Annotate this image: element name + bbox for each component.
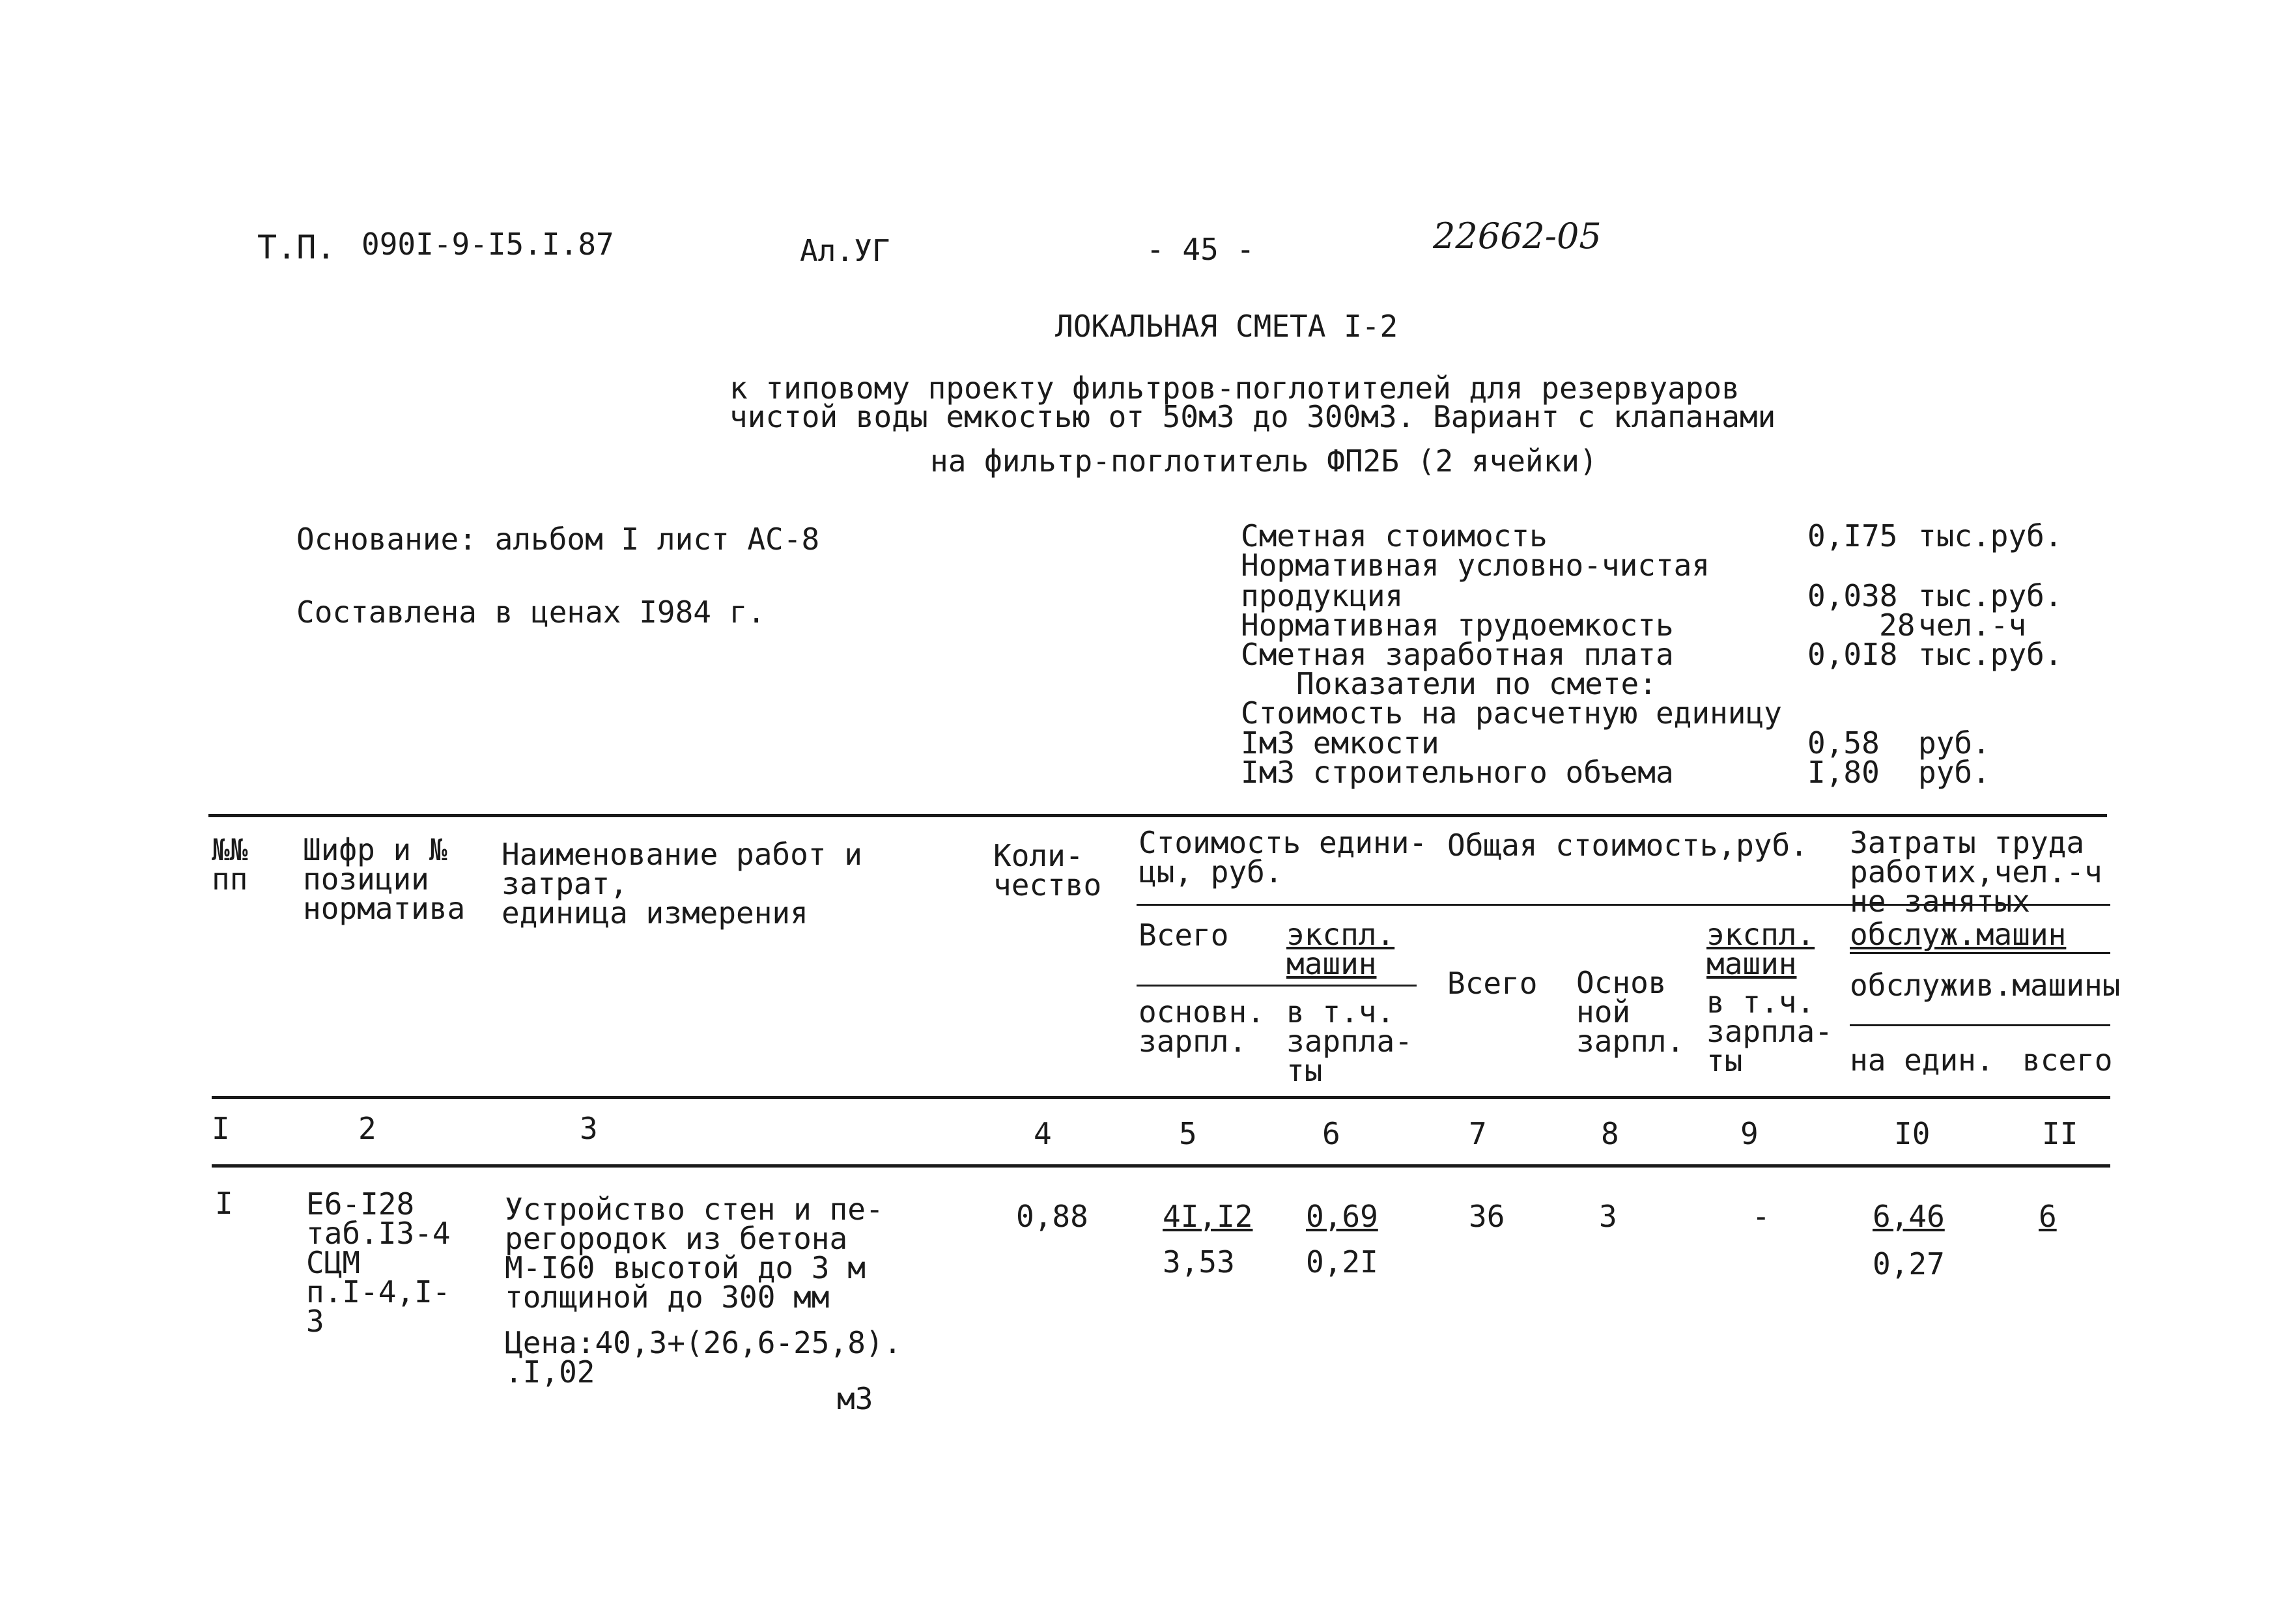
basis-prices: Составлена в ценах I984 г.: [296, 595, 766, 630]
summary-cost-label: Сметная стоимость: [1241, 518, 1548, 553]
row-unit-total: 4I,I2: [1163, 1199, 1253, 1234]
header-na-edin: на един.: [1850, 1043, 1994, 1078]
table-header-rule-4: [1850, 1024, 2110, 1026]
document-title: ЛОКАЛЬНАЯ СМЕТА I-2: [1055, 309, 1398, 344]
page-number: - 45 -: [1146, 232, 1255, 267]
summary-product-label-1: Нормативная условно-чистая: [1241, 548, 1710, 583]
row-name: Устройство стен и пе- регородок из бетона М-I60 высотой до 3 м толщиной до 300 мм: [505, 1192, 884, 1315]
column-number: I: [212, 1111, 230, 1146]
tp-label: Т.П.: [257, 229, 336, 266]
header-col4: Коли- чество: [993, 838, 1102, 903]
header-vtch-2: в т.ч. зарпла- ты: [1706, 985, 1833, 1078]
summary-product-unit: тыс.руб.: [1918, 578, 2063, 613]
table-colnum-bottom-rule: [212, 1164, 2110, 1168]
row-price-formula: Цена:40,3+(26,6-25,8). .I,02: [505, 1325, 902, 1390]
row-unit-machine-wage: 0,2I: [1306, 1244, 1378, 1280]
header-vsego-3: всего: [2022, 1043, 2113, 1078]
summary-wage-value: 0,0I8: [1807, 637, 1898, 672]
header-vsego-1: Всего: [1139, 917, 1229, 953]
handwritten-number: 22662-05: [1433, 216, 1602, 257]
summary-volume-label: Iм3 строительного объема: [1241, 755, 1674, 790]
summary-labor-unit: чел.-ч: [1918, 608, 2027, 643]
summary-labor-value: 28: [1879, 608, 1916, 643]
table-header-rule-2: [1850, 952, 2110, 954]
subtitle-line-3: на фильтр-поглотитель ФП2Б (2 ячейки): [930, 443, 1598, 479]
summary-product-value: 0,038: [1807, 578, 1898, 613]
table-top-rule: [208, 814, 2107, 817]
album-code: Ал.УГ: [800, 233, 890, 268]
summary-capacity-unit: руб.: [1918, 725, 1990, 761]
summary-wage-unit: тыс.руб.: [1918, 637, 2063, 672]
basis-foundation: Основание: альбом I лист АС-8: [296, 522, 820, 557]
row-unit-machine: 0,69: [1306, 1199, 1378, 1234]
row-quantity: 0,88: [1016, 1199, 1088, 1234]
header-labor-sub: обслуж.машин: [1850, 917, 2067, 952]
column-number: 5: [1179, 1116, 1197, 1151]
header-vsego-2: Всего: [1447, 966, 1538, 1001]
column-number: 8: [1601, 1116, 1619, 1151]
row-num: I: [215, 1186, 233, 1221]
column-number: 6: [1322, 1116, 1340, 1151]
header-total-cost: Общая стоимость,руб.: [1447, 828, 1808, 863]
tp-code: 090I-9-I5.I.87: [361, 227, 614, 262]
column-number: 7: [1469, 1116, 1487, 1151]
column-number: 3: [580, 1111, 598, 1146]
subtitle-line-2: чистой воды емкостью от 50м3 до 300м3. Вариант с клапанами: [729, 399, 1776, 434]
table-header-bottom-rule: [212, 1096, 2110, 1099]
subtitle-line-1: к типовому проекту фильтров-поглотителей для резервуаров: [729, 371, 1740, 406]
summary-labor-label: Нормативная трудоемкость: [1241, 608, 1674, 643]
summary-cost-unit: тыс.руб.: [1918, 518, 2063, 553]
summary-volume-value: I,80: [1807, 755, 1880, 790]
row-total-machine-wage: -: [1752, 1199, 1770, 1234]
header-obsluzh: обслужив.машины: [1850, 968, 2121, 1003]
header-vtch-1: в т.ч. зарпла- ты: [1286, 994, 1413, 1088]
table-header-rule-3: [1137, 985, 1417, 987]
column-number: 4: [1034, 1116, 1052, 1151]
column-number: 2: [358, 1111, 376, 1146]
header-col3: Наименование работ и затрат, единица измерения: [502, 837, 862, 931]
summary-cost-value: 0,I75: [1807, 518, 1898, 553]
header-col2: Шифр и № позиции норматива: [303, 832, 466, 926]
header-col1: №№ пп: [212, 832, 248, 897]
row-total: 36: [1469, 1199, 1505, 1234]
header-labor: Затраты труда работих,чел.-ч не занятых: [1850, 825, 2102, 919]
header-ekspl-1: экспл. машин: [1286, 917, 1395, 981]
row-total-wage: 3: [1599, 1199, 1617, 1234]
row-labor-unit-machine: 0,27: [1873, 1246, 1945, 1281]
summary-product-label-2: продукция: [1241, 578, 1404, 613]
header-osnov-2: Основ ной зарпл.: [1576, 965, 1685, 1059]
row-labor-total: 6: [2039, 1199, 2057, 1234]
header-ekspl-2: экспл. машин: [1706, 917, 1815, 981]
column-number: II: [2042, 1116, 2078, 1151]
row-labor-unit: 6,46: [1873, 1199, 1945, 1234]
header-osnovn: основн. зарпл.: [1139, 994, 1265, 1059]
column-number: I0: [1894, 1116, 1931, 1151]
summary-capacity-value: 0,58: [1807, 725, 1880, 761]
header-unit-cost: Стоимость едини- цы, руб.: [1139, 825, 1428, 889]
summary-wage-label: Сметная заработная плата: [1241, 637, 1674, 672]
summary-capacity-label: Iм3 емкости: [1241, 725, 1439, 761]
summary-indicators-label: Показатели по смете:: [1296, 666, 1657, 701]
column-number: 9: [1740, 1116, 1759, 1151]
row-unit-wage: 3,53: [1163, 1244, 1235, 1280]
summary-unit-cost-label: Стоимость на расчетную единицу: [1241, 695, 1782, 731]
summary-volume-unit: руб.: [1918, 755, 1990, 790]
row-unit: м3: [837, 1381, 873, 1416]
row-code: Е6-I28 таб.I3-4 СЦМ п.I-4,I- 3: [306, 1186, 451, 1339]
